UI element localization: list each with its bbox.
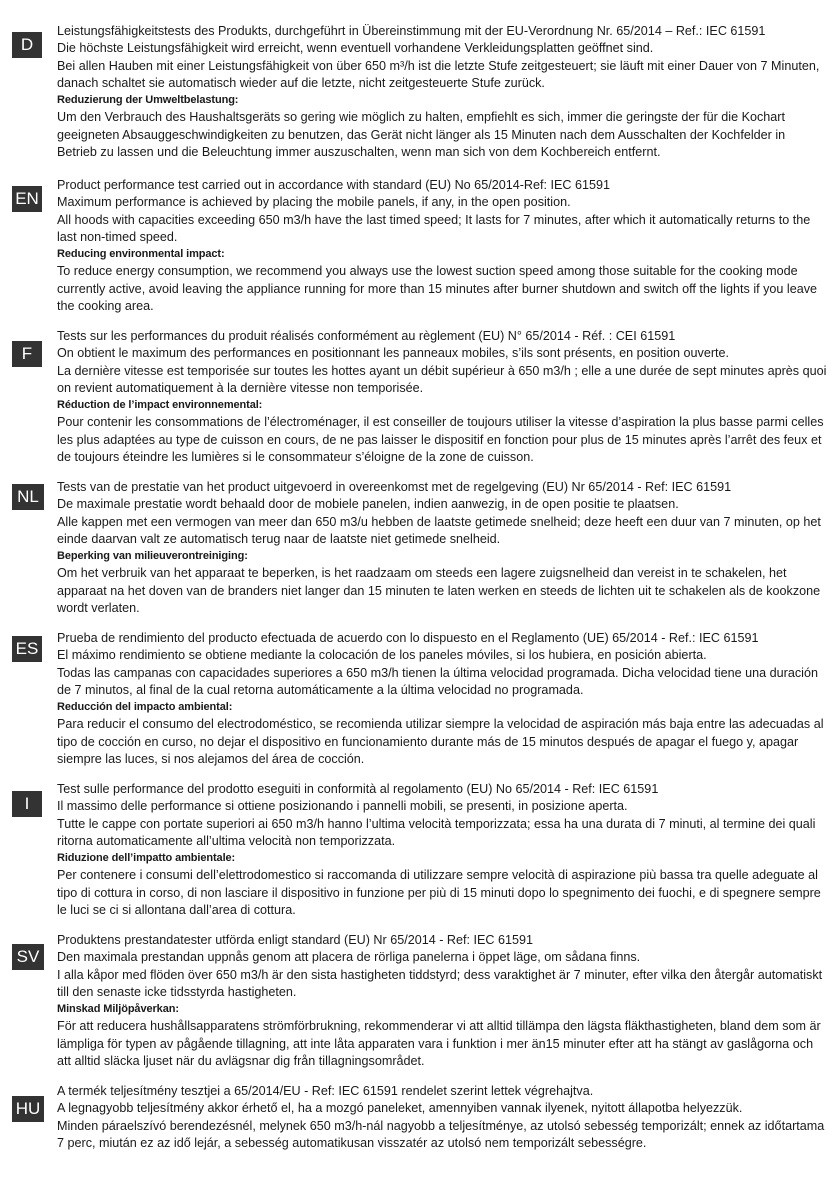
environment-heading: Reducing environmental impact: — [57, 248, 225, 261]
language-badge-de: D — [12, 32, 42, 58]
section-text-en — [57, 177, 827, 315]
language-badge-es: ES — [12, 636, 42, 662]
language-badge-it: I — [12, 791, 42, 817]
section-text-fr — [57, 328, 827, 466]
language-badge-sv: SV — [12, 944, 44, 970]
timed-speed-note: All hoods with capacities exceeding 650 m3/h have the last timed speed; It lasts for 7 minutes, after which it automatically returns to the last non-timed speed. — [57, 212, 811, 244]
language-badge-nl: NL — [12, 484, 44, 510]
max-performance-note: El máximo rendimiento se obtiene mediante la colocación de los paneles móviles, si los hubiera, en posición abierta. — [57, 648, 707, 663]
max-performance-note: A legnagyobb teljesítmény akkor érhető el, ha a mozgó paneleket, amennyiben vannak ilyenek, nyitott állapotba helyezzük. — [57, 1101, 743, 1116]
section-text-es — [57, 630, 827, 768]
section-text-de — [57, 23, 827, 161]
environment-text: Per contenere i consumi dell’elettrodomestico si raccomanda di utilizzare sempre velocità di aspirazione più bassa tra quelle adeguate al tipo di cottura in corso, di non lasciare il dispositivo in funzione per più di 15 minuti dopo lo spegnimento dei fuochi, e di spegnere sempre le luci se ci si allontana dall’area di cottura. — [57, 868, 821, 918]
test-reference: Prueba de rendimiento del producto efectuada de acuerdo con lo dispuesto en el Reglamento (UE) 65/2014 - Ref.: IEC 61591 — [57, 631, 759, 645]
environment-text: To reduce energy consumption, we recommend you always use the lowest suction speed among those suitable for the cooking mode currently active, avoid leaving the appliance running for more than 15 minutes after burner shutdown and switch off the lights if you leave the cooking area. — [57, 264, 818, 314]
timed-speed-note: La dernière vitesse est temporisée sur toutes les hottes ayant un débit supérieur à 650 m3/h ; elle a une durée de sept minutes après quoi on revient automatiquement à la dernière vitesse non temporisée. — [57, 363, 827, 395]
test-reference: Tests van de prestatie van het product uitgevoerd in overeenkomst met de regelgeving (EU) Nr 65/2014 - Ref: IEC 61591 — [57, 480, 732, 494]
test-reference: Tests sur les performances du produit réalisés conformément au règlement (EU) N° 65/2014 - Réf. : CEI 61591 — [57, 329, 676, 343]
timed-speed-note: I alla kåpor med flöden över 650 m3/h är den sista hastigheten tiddstyrd; dess varaktighet är 7 minuter, efter vilka den återgår automatiskt till den senaste icke tidsstyrda hastigheten. — [57, 967, 823, 999]
language-badge-fr: F — [12, 341, 42, 367]
timed-speed-note: Alle kappen met een vermogen van meer dan 650 m3/u hebben de laatste getimede snelheid; deze heeft een duur van 7 minuten, op het einde daarvan valt ze automatisch terug naar de laatste niet getimede snelheid. — [57, 514, 821, 546]
timed-speed-note: Todas las campanas con capacidades superiores a 650 m3/h tienen la última velocidad programada. Dicha velocidad tiene una duración de 7 minutos, al final de la cual retorna automáticamente a la última velocidad no programada. — [57, 665, 818, 697]
test-reference: Produktens prestandatester utförda enligt standard (EU) Nr 65/2014 - Ref: IEC 61591 — [57, 933, 534, 947]
max-performance-note: Il massimo delle performance si ottiene posizionando i pannelli mobili, se presenti, in posizione aperta. — [57, 799, 628, 814]
environment-text: Om het verbruik van het apparaat te beperken, is het raadzaam om steeds een lagere zuigsnelheid dan vereist in te schakelen, het apparaat na het doven van de branders niet langer dan 15 minuten te laten werken en steeds de lichten uit te schakelen als de kookzone wordt verlaten. — [57, 566, 821, 616]
section-text-hu — [57, 1083, 827, 1152]
section-text-sv — [57, 932, 827, 1070]
language-badge-en: EN — [12, 186, 42, 212]
environment-heading: Minskad Miljöpåverkan: — [57, 1003, 179, 1016]
test-reference: A termék teljesítmény tesztjei a 65/2014/EU - Ref: IEC 61591 rendelet szerint lettek végrehajtva. — [57, 1084, 594, 1098]
environment-text: För att reducera hushållsapparatens strömförbrukning, rekommenderar vi att alltid tillämpa den lägsta fläkthastigheten, bland dem som är lämpliga för typen av pågående tillagning, att inte låta apparaten vara i funktion i mer än15 minuter efter att ha stängt av gaslågorna och att alltid släcka ljuset när du avlägsnar dig från tillagningsområdet. — [57, 1019, 821, 1069]
environment-text: Pour contenir les consommations de l’électroménager, il est conseiller de toujours utiliser la vitesse d’aspiration la plus basse parmi celles les plus adaptées au type de cuisson en cours, de ne pas laisser le dispositif en fonction pour plus de 15 minutes après l’arrêt des feux et de toujours éteindre les lumières si le consommateur s’éloigne de la zone de cuisson. — [57, 415, 824, 465]
environment-heading: Reducción del impacto ambiental: — [57, 701, 233, 714]
environment-text: Um den Verbrauch des Haushaltsgeräts so gering wie möglich zu halten, empfiehlt es sich, immer die geringste der für die Kochart geeigneten Absauggeschwindigkeiten zu benutzen, das Gerät nicht länger als 15 Minuten nach dem Ausschalten der Kochfelder in Betrieb zu lassen und die Beleuchtung immer auszuschalten, wenn man sich von dem Kochbereich entfernt. — [57, 110, 786, 160]
test-reference: Test sulle performance del prodotto eseguiti in conformità al regolamento (EU) No 65/2014 - Ref: IEC 61591 — [57, 782, 659, 796]
max-performance-note: Den maximala prestandan uppnås genom att placera de rörliga panelerna i öppet läge, om sådana finns. — [57, 950, 641, 965]
language-badge-hu: HU — [12, 1096, 44, 1122]
timed-speed-note: Minden páraelszívó berendezésnél, melynek 650 m3/h-nál nagyobb a teljesítménye, az utolsó sebesség temporizált; ennek az időtartama 7 perc, miután ez az idő lejár, a sebesség automatikusan visszatér az utolsó nem temporizált sebességre. — [57, 1118, 825, 1150]
environment-heading: Beperking van milieuverontreiniging: — [57, 550, 248, 563]
environment-heading: Réduction de l’impact environnemental: — [57, 399, 263, 412]
environment-text: Para reducir el consumo del electrodoméstico, se recomienda utilizar siempre la velocidad de aspiración más baja entre las adecuadas al tipo de cocción en curso, no dejar el dispositivo en funcionamiento durante más de 15 minutos después de apagar el fuego y, apagar siempre las luces, si nos alejamos del área de cocción. — [57, 717, 824, 767]
test-reference: Leistungsfähigkeitstests des Produkts, durchgeführt in Übereinstimmung mit der EU-Verordnung Nr. 65/2014 – Ref.: IEC 61591 — [57, 24, 766, 38]
test-reference: Product performance test carried out in accordance with standard (EU) No 65/2014-Ref: IEC 61591 — [57, 178, 611, 192]
timed-speed-note: Tutte le cappe con portate superiori ai 650 m3/h hanno l’ultima velocità temporizzata; essa ha una durata di 7 minuti, al termine dei quali ritorna automaticamente all’ultima velocità non temporizzata. — [57, 816, 816, 848]
max-performance-note: Die höchste Leistungsfähigkeit wird erreicht, wenn eventuell vorhandene Verkleidungsplatten geöffnet sind. — [57, 41, 654, 56]
section-text-it — [57, 781, 827, 919]
environment-heading: Riduzione dell’impatto ambientale: — [57, 852, 236, 865]
timed-speed-note: Bei allen Hauben mit einer Leistungsfähigkeit von über 650 m³/h ist die letzte Stufe zeitgesteuert; sie läuft mit einer Dauer von 7 Minuten, danach schaltet sie automatisch wieder auf die letzte, nicht zeitgesteuerte Stufe zurück. — [57, 58, 820, 90]
max-performance-note: On obtient le maximum des performances en positionnant les panneaux mobiles, s’ils sont présents, en position ouverte. — [57, 346, 730, 361]
max-performance-note: Maximum performance is achieved by placing the mobile panels, if any, in the open position. — [57, 195, 571, 210]
environment-heading: Reduzierung der Umweltbelastung: — [57, 94, 239, 107]
max-performance-note: De maximale prestatie wordt behaald door de mobiele panelen, indien aanwezig, in de open positie te plaatsen. — [57, 497, 679, 512]
section-text-nl — [57, 479, 827, 617]
